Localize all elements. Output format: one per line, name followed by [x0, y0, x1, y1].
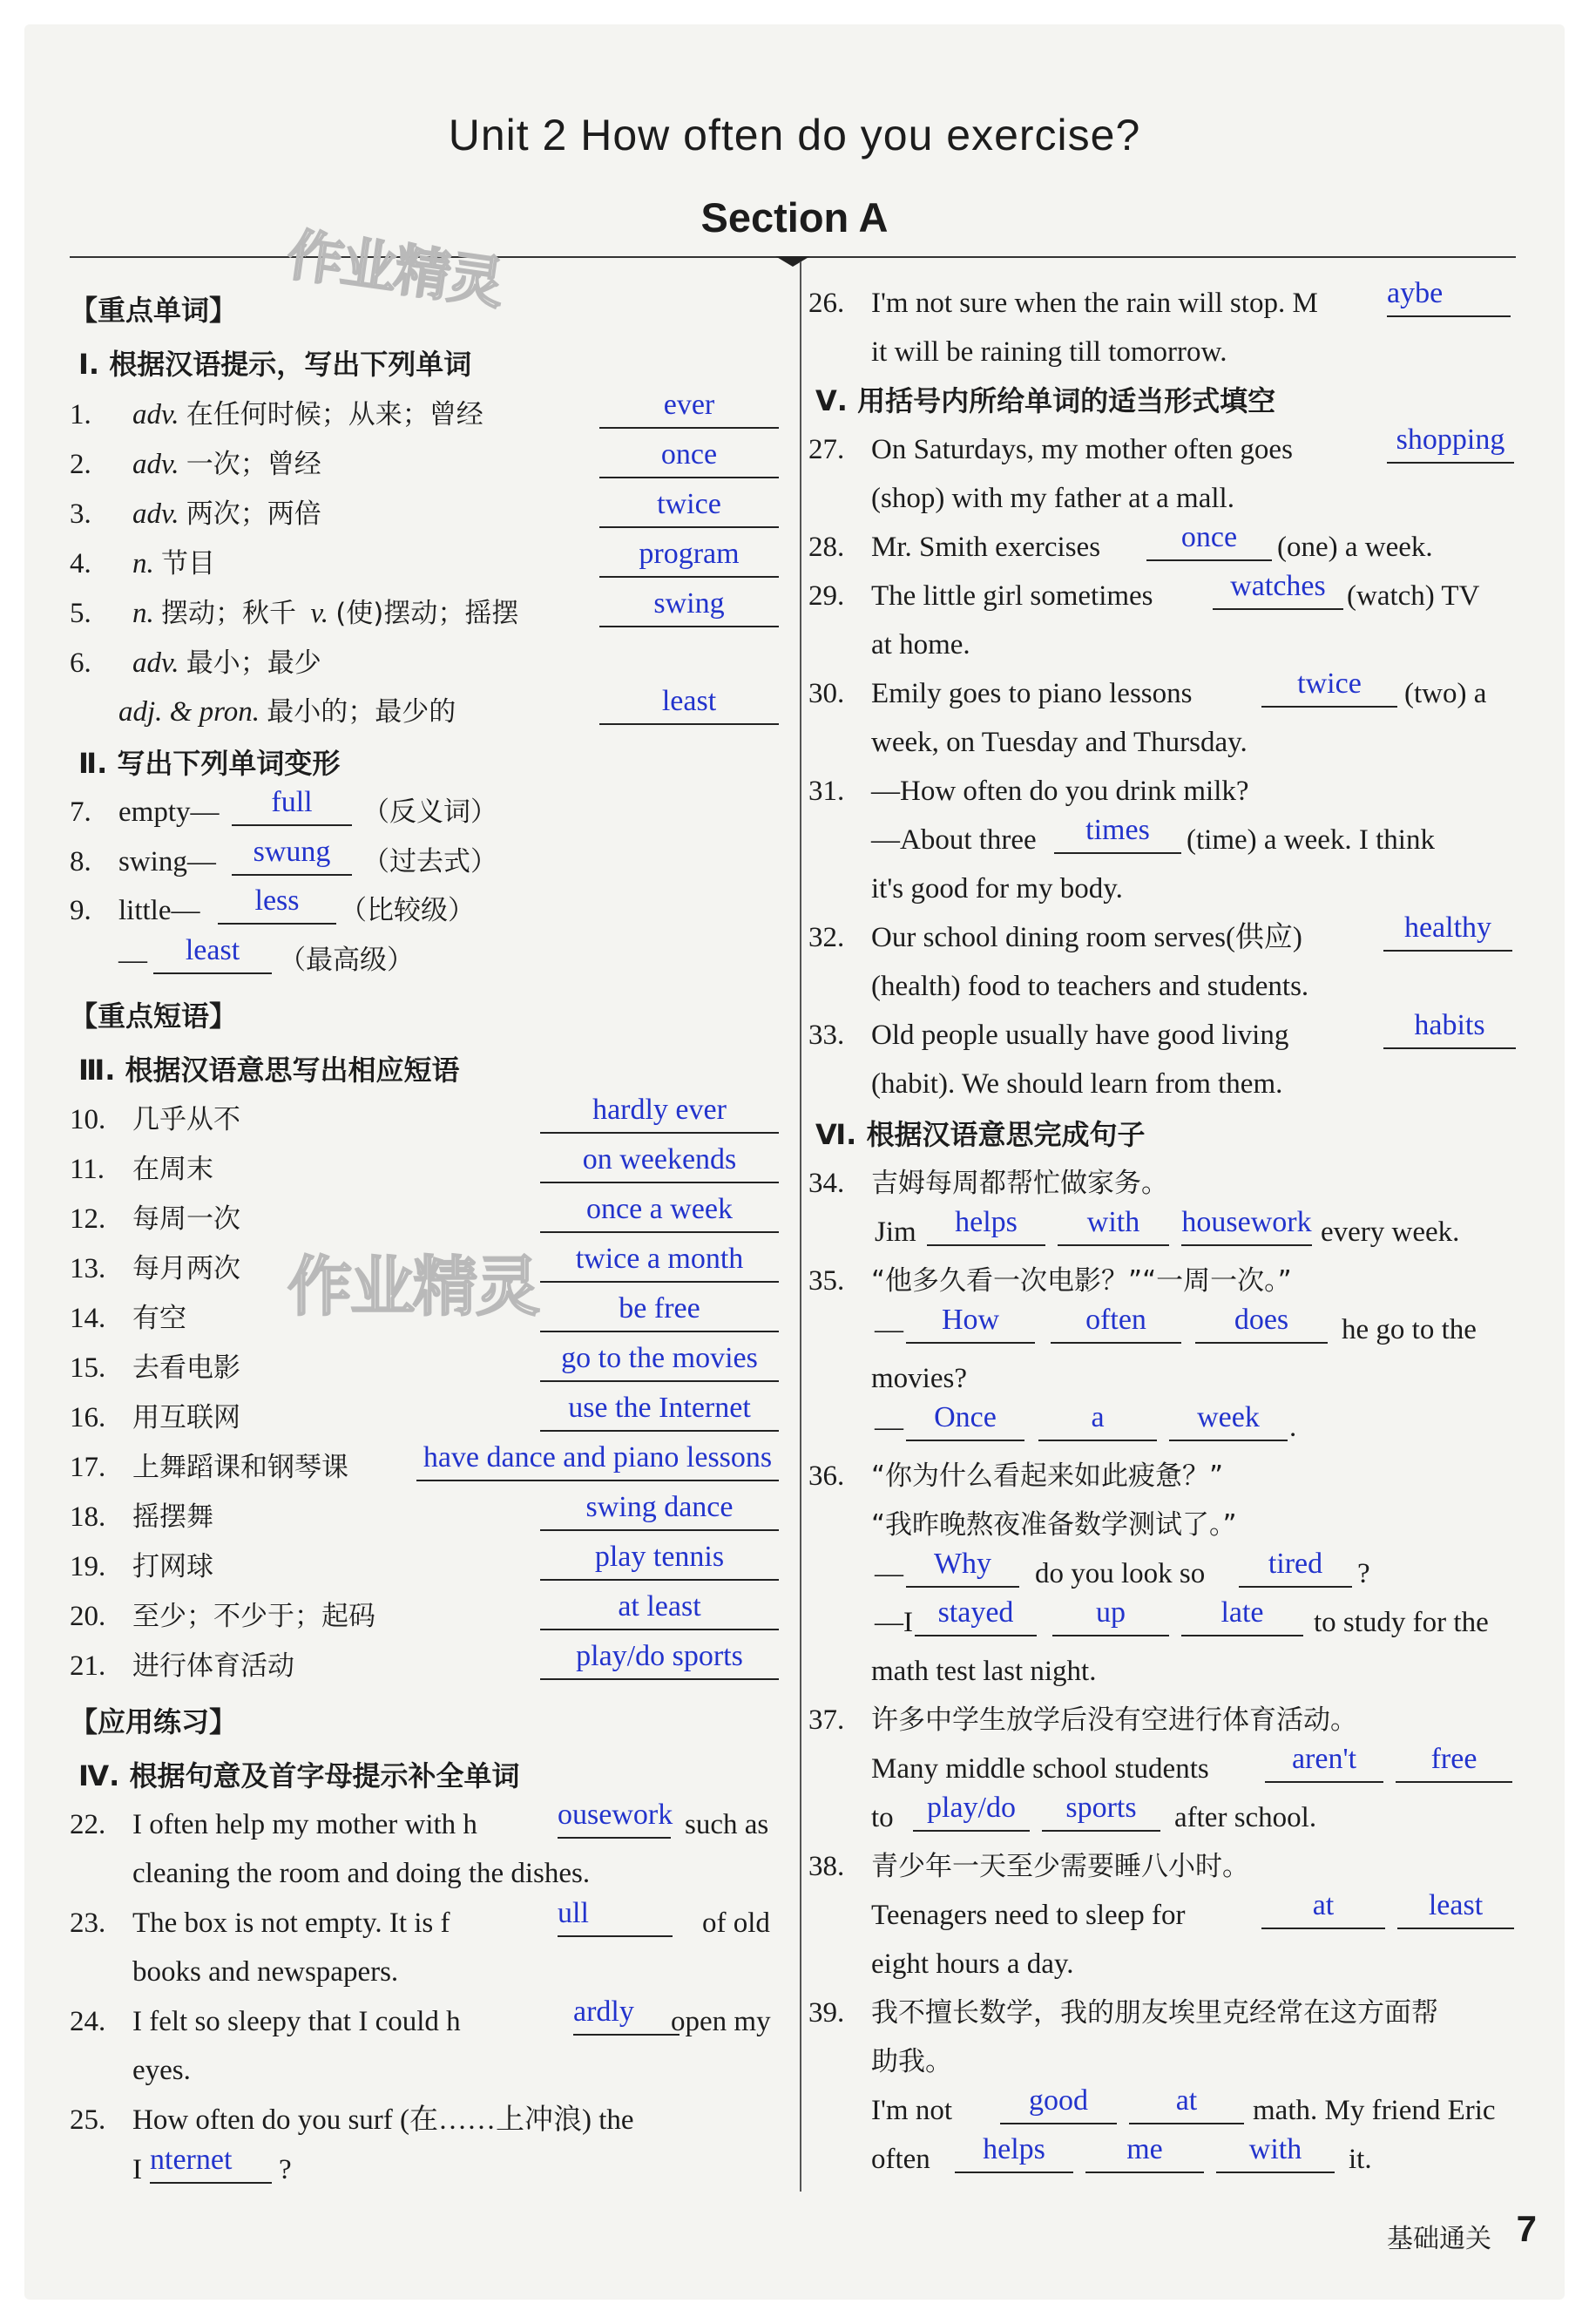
page-number: 7 — [1516, 2208, 1537, 2249]
q17-blank[interactable]: have dance and piano lessons — [416, 1445, 779, 1481]
q37-to: to — [871, 1802, 894, 1833]
section-iv-instruction: Ⅳ. 根据句意及首字母提示补全单词 — [78, 1759, 520, 1792]
q34: 34. 吉姆每周都帮忙做家务。 — [808, 1168, 1168, 1199]
q36: 36. “你为什么看起来如此疲惫？” — [808, 1460, 1224, 1492]
q25-prefix: I — [132, 2154, 142, 2185]
q38-blank-2[interactable]: least — [1397, 1893, 1514, 1929]
q22-tail: such as — [685, 1809, 769, 1840]
q37-blank-4[interactable]: sports — [1042, 1795, 1160, 1832]
q37-line2: Many middle school students — [871, 1753, 1209, 1785]
q38: 38. 青少年一天至少需要睡八小时。 — [808, 1851, 1249, 1882]
q36-mid: do you look so — [1035, 1558, 1206, 1589]
q15-blank[interactable]: go to the movies — [540, 1345, 779, 1382]
q16: 16. 用互联网 — [70, 1402, 240, 1433]
watermark-top: 作业精灵 — [283, 223, 507, 317]
q34-tail: every week. — [1321, 1216, 1460, 1248]
q35-dash-2: — — [875, 1412, 903, 1443]
q29: 29. The little girl sometimes — [808, 580, 1153, 612]
q17: 17. 上舞蹈课和钢琴课 — [70, 1452, 348, 1483]
q35-dash-1: — — [875, 1314, 903, 1345]
q36-tail: to study for the — [1314, 1607, 1489, 1638]
q11-blank[interactable]: on weekends — [540, 1147, 779, 1183]
q34-blank-1[interactable]: helps — [927, 1209, 1045, 1246]
q22: 22. I often help my mother with h — [70, 1809, 477, 1840]
q37-blank-3[interactable]: play/do — [913, 1795, 1030, 1832]
section-ii-instruction: Ⅱ. 写出下列单词变形 — [78, 747, 341, 780]
q36-dash-1: — — [875, 1558, 903, 1589]
footer-label: 基础通关 — [1387, 2224, 1491, 2254]
q39-line3: I'm not — [871, 2095, 953, 2126]
q28-blank[interactable]: once — [1146, 525, 1272, 561]
q5-blank[interactable]: swing — [599, 591, 779, 627]
q27: 27. On Saturdays, my mother often goes — [808, 434, 1293, 465]
q39-tail: math. My friend Eric — [1253, 2095, 1496, 2126]
q34-blank-2[interactable]: with — [1058, 1209, 1169, 1246]
q15: 15. 去看电影 — [70, 1352, 240, 1384]
heading-key-phrases: 【重点短语】 — [70, 999, 238, 1033]
q1: 1. adv. 在任何时候；从来；曾经 — [70, 399, 483, 430]
q31-line3: it's good for my body. — [871, 873, 1123, 905]
q38-line2: Teenagers need to sleep for — [871, 1900, 1186, 1931]
right-column — [808, 0, 1523, 2324]
q36-blank-1[interactable]: Why — [906, 1551, 1019, 1588]
q31-blank[interactable]: times — [1054, 817, 1181, 854]
q39-often: often — [871, 2144, 930, 2175]
q39-blank-3[interactable]: helps — [955, 2137, 1073, 2173]
q35-line3: movies? — [871, 1363, 967, 1394]
q9: 9. little— — [70, 895, 200, 926]
q12-blank[interactable]: once a week — [540, 1196, 779, 1233]
q33: 33. Old people usually have good living — [808, 1020, 1289, 1051]
q2: 2. adv. 一次；曾经 — [70, 449, 321, 480]
q20: 20. 至少；不少于；起码 — [70, 1601, 375, 1632]
q31-tail: (time) a week. I think — [1187, 824, 1435, 856]
q23-line2: books and newspapers. — [132, 1956, 399, 1988]
q28: 28. Mr. Smith exercises — [808, 532, 1101, 563]
q35-tail: he go to the — [1342, 1314, 1477, 1345]
q37-blank-2[interactable]: free — [1396, 1746, 1512, 1783]
q5: 5. n. 摆动；秋千 v. (使)摆动；摇摆 — [70, 598, 519, 629]
q9-blank-1[interactable]: less — [218, 888, 336, 925]
q34-blank-3[interactable]: housework — [1181, 1209, 1312, 1246]
q33-line2: (habit). We should learn from them. — [871, 1068, 1283, 1100]
section-title: Section A — [700, 194, 889, 241]
q31-line2: —About three — [871, 824, 1037, 856]
q14-blank[interactable]: be free — [540, 1296, 779, 1332]
q30: 30. Emily goes to piano lessons — [808, 678, 1193, 709]
section-vi-instruction: Ⅵ. 根据汉语意思完成句子 — [815, 1118, 1146, 1151]
q39-line2: 助我。 — [871, 2046, 952, 2077]
q23-tail: of old — [702, 1907, 770, 1939]
q35-blank-1[interactable]: How — [906, 1307, 1035, 1344]
q36-line5: math test last night. — [871, 1656, 1097, 1687]
q36-blank-3[interactable]: stayed — [915, 1600, 1037, 1636]
q35-blank-6[interactable]: week — [1169, 1405, 1288, 1441]
q7: 7. empty— — [70, 796, 220, 828]
q19-blank[interactable]: play tennis — [540, 1544, 779, 1581]
section-v-instruction: Ⅴ. 用括号内所给单词的适当形式填空 — [815, 384, 1276, 417]
q24: 24. I felt so sleepy that I could h — [70, 2006, 461, 2037]
q4: 4. n. 节目 — [70, 548, 215, 579]
q25: 25. How often do you surf (在……上冲浪) the — [70, 2104, 634, 2136]
q7-blank[interactable]: full — [232, 789, 352, 826]
q36-blank-2[interactable]: tired — [1239, 1551, 1352, 1588]
heading-practice: 【应用练习】 — [70, 1705, 238, 1738]
q10-blank[interactable]: hardly ever — [540, 1097, 779, 1134]
q30-tail: (two) a — [1404, 678, 1487, 709]
q34-prefix: Jim — [875, 1216, 916, 1248]
q13: 13. 每月两次 — [70, 1253, 240, 1284]
q24-tail: open my — [671, 2006, 771, 2037]
q9-dash: — — [118, 945, 147, 976]
q7-hint: （反义词） — [362, 796, 497, 828]
q38-line3: eight hours a day. — [871, 1948, 1074, 1980]
heading-key-words: 【重点单词】 — [70, 294, 238, 327]
section-iii-instruction: Ⅲ. 根据汉语意思写出相应短语 — [78, 1054, 460, 1087]
q18-blank[interactable]: swing dance — [540, 1494, 779, 1531]
q6-second-line: adj. & pron. 最小的；最少的 — [118, 696, 456, 728]
q16-blank[interactable]: use the Internet — [540, 1395, 779, 1432]
q21: 21. 进行体育活动 — [70, 1650, 294, 1682]
q23-blank[interactable]: ull — [558, 1901, 673, 1937]
q31: 31. —How often do you drink milk? — [808, 776, 1249, 807]
q37-blank-1[interactable]: aren't — [1265, 1746, 1383, 1783]
q18: 18. 摇摆舞 — [70, 1501, 213, 1533]
q3-blank[interactable]: twice — [599, 491, 779, 528]
q39-blank-1[interactable]: good — [1000, 2088, 1117, 2124]
q22-line2: cleaning the room and doing the dishes. — [132, 1858, 591, 1889]
q29-tail: (watch) TV — [1347, 580, 1480, 612]
q35-period: . — [1289, 1412, 1297, 1443]
q3: 3. adv. 两次；两倍 — [70, 498, 321, 530]
q25-blank[interactable]: nternet — [150, 2147, 272, 2184]
q1-blank[interactable]: ever — [599, 392, 779, 429]
q14: 14. 有空 — [70, 1303, 186, 1334]
q39: 39. 我不擅长数学，我的朋友埃里克经常在这方面帮 — [808, 1997, 1438, 2029]
q13-blank[interactable]: twice a month — [540, 1246, 779, 1283]
q19: 19. 打网球 — [70, 1551, 213, 1582]
q9-hint-1: （比较级） — [340, 895, 475, 926]
q11: 11. 在周末 — [70, 1154, 213, 1185]
q20-blank[interactable]: at least — [540, 1594, 779, 1630]
q36-line2: “我昨晚熬夜准备数学测试了。” — [871, 1509, 1237, 1541]
q30-blank[interactable]: twice — [1261, 671, 1397, 708]
q32-line2: (health) food to teachers and students. — [871, 971, 1309, 1002]
q12: 12. 每周一次 — [70, 1203, 240, 1235]
q32: 32. Our school dining room serves(供应) — [808, 922, 1302, 953]
q36-dash-2: —I — [875, 1607, 913, 1638]
q39-end: it. — [1349, 2144, 1372, 2175]
q27-blank[interactable]: shopping — [1387, 427, 1514, 464]
q8: 8. swing— — [70, 846, 216, 877]
q10: 10. 几乎从不 — [70, 1104, 240, 1135]
q38-blank-1[interactable]: at — [1261, 1893, 1385, 1929]
q6-blank[interactable]: least — [599, 688, 779, 725]
q26-blank[interactable]: aybe — [1387, 281, 1511, 317]
q6: 6. adv. 最小；最少 — [70, 647, 321, 679]
left-column — [70, 0, 784, 2324]
q26: 26. I'm not sure when the rain will stop. M — [808, 288, 1318, 319]
q37: 37. 许多中学生放学后没有空进行体育活动。 — [808, 1704, 1357, 1736]
q39-blank-4[interactable]: me — [1085, 2137, 1204, 2173]
q35-blank-5[interactable]: a — [1038, 1405, 1157, 1441]
q35: 35. “他多久看一次电影？”“一周一次。” — [808, 1265, 1292, 1297]
column-divider — [800, 261, 801, 2192]
q22-blank[interactable]: ousework — [558, 1802, 671, 1839]
q25-end: ? — [279, 2154, 292, 2185]
q8-blank[interactable]: swung — [232, 839, 352, 876]
q24-line2: eyes. — [132, 2055, 191, 2086]
q36-blank-5[interactable]: late — [1181, 1600, 1303, 1636]
q8-hint: （过去式） — [362, 846, 497, 877]
watermark-middle: 作业精灵 — [287, 1250, 538, 1325]
q23: 23. The box is not empty. It is f — [70, 1907, 450, 1939]
q29-blank[interactable]: watches — [1213, 573, 1343, 610]
section-i-instruction: Ⅰ. 根据汉语提示，写出下列单词 — [78, 348, 472, 381]
q27-line2: (shop) with my father at a mall. — [871, 483, 1234, 514]
q39-blank-2[interactable]: at — [1129, 2088, 1244, 2124]
q9-blank-2[interactable]: least — [153, 938, 272, 974]
q21-blank[interactable]: play/do sports — [540, 1643, 779, 1680]
q37-tail: after school. — [1174, 1802, 1317, 1833]
q39-blank-5[interactable]: with — [1216, 2137, 1335, 2173]
q32-blank[interactable]: healthy — [1383, 915, 1512, 952]
q36-qmark: ? — [1357, 1558, 1370, 1589]
unit-title: Unit 2 How often do you exercise? — [448, 111, 1141, 159]
q33-blank[interactable]: habits — [1383, 1013, 1516, 1049]
q35-blank-4[interactable]: Once — [906, 1405, 1024, 1441]
q35-blank-2[interactable]: often — [1051, 1307, 1181, 1344]
q36-blank-4[interactable]: up — [1052, 1600, 1169, 1636]
q29-line2: at home. — [871, 629, 970, 661]
q30-line2: week, on Tuesday and Thursday. — [871, 727, 1248, 758]
q2-blank[interactable]: once — [599, 442, 779, 478]
q35-blank-3[interactable]: does — [1195, 1307, 1328, 1344]
q26-line2: it will be raining till tomorrow. — [871, 336, 1227, 368]
q9-hint-2: （最高级） — [279, 945, 414, 976]
q4-blank[interactable]: program — [599, 541, 779, 578]
q24-blank[interactable]: ardly — [573, 1999, 680, 2036]
q28-tail: (one) a week. — [1277, 532, 1433, 563]
